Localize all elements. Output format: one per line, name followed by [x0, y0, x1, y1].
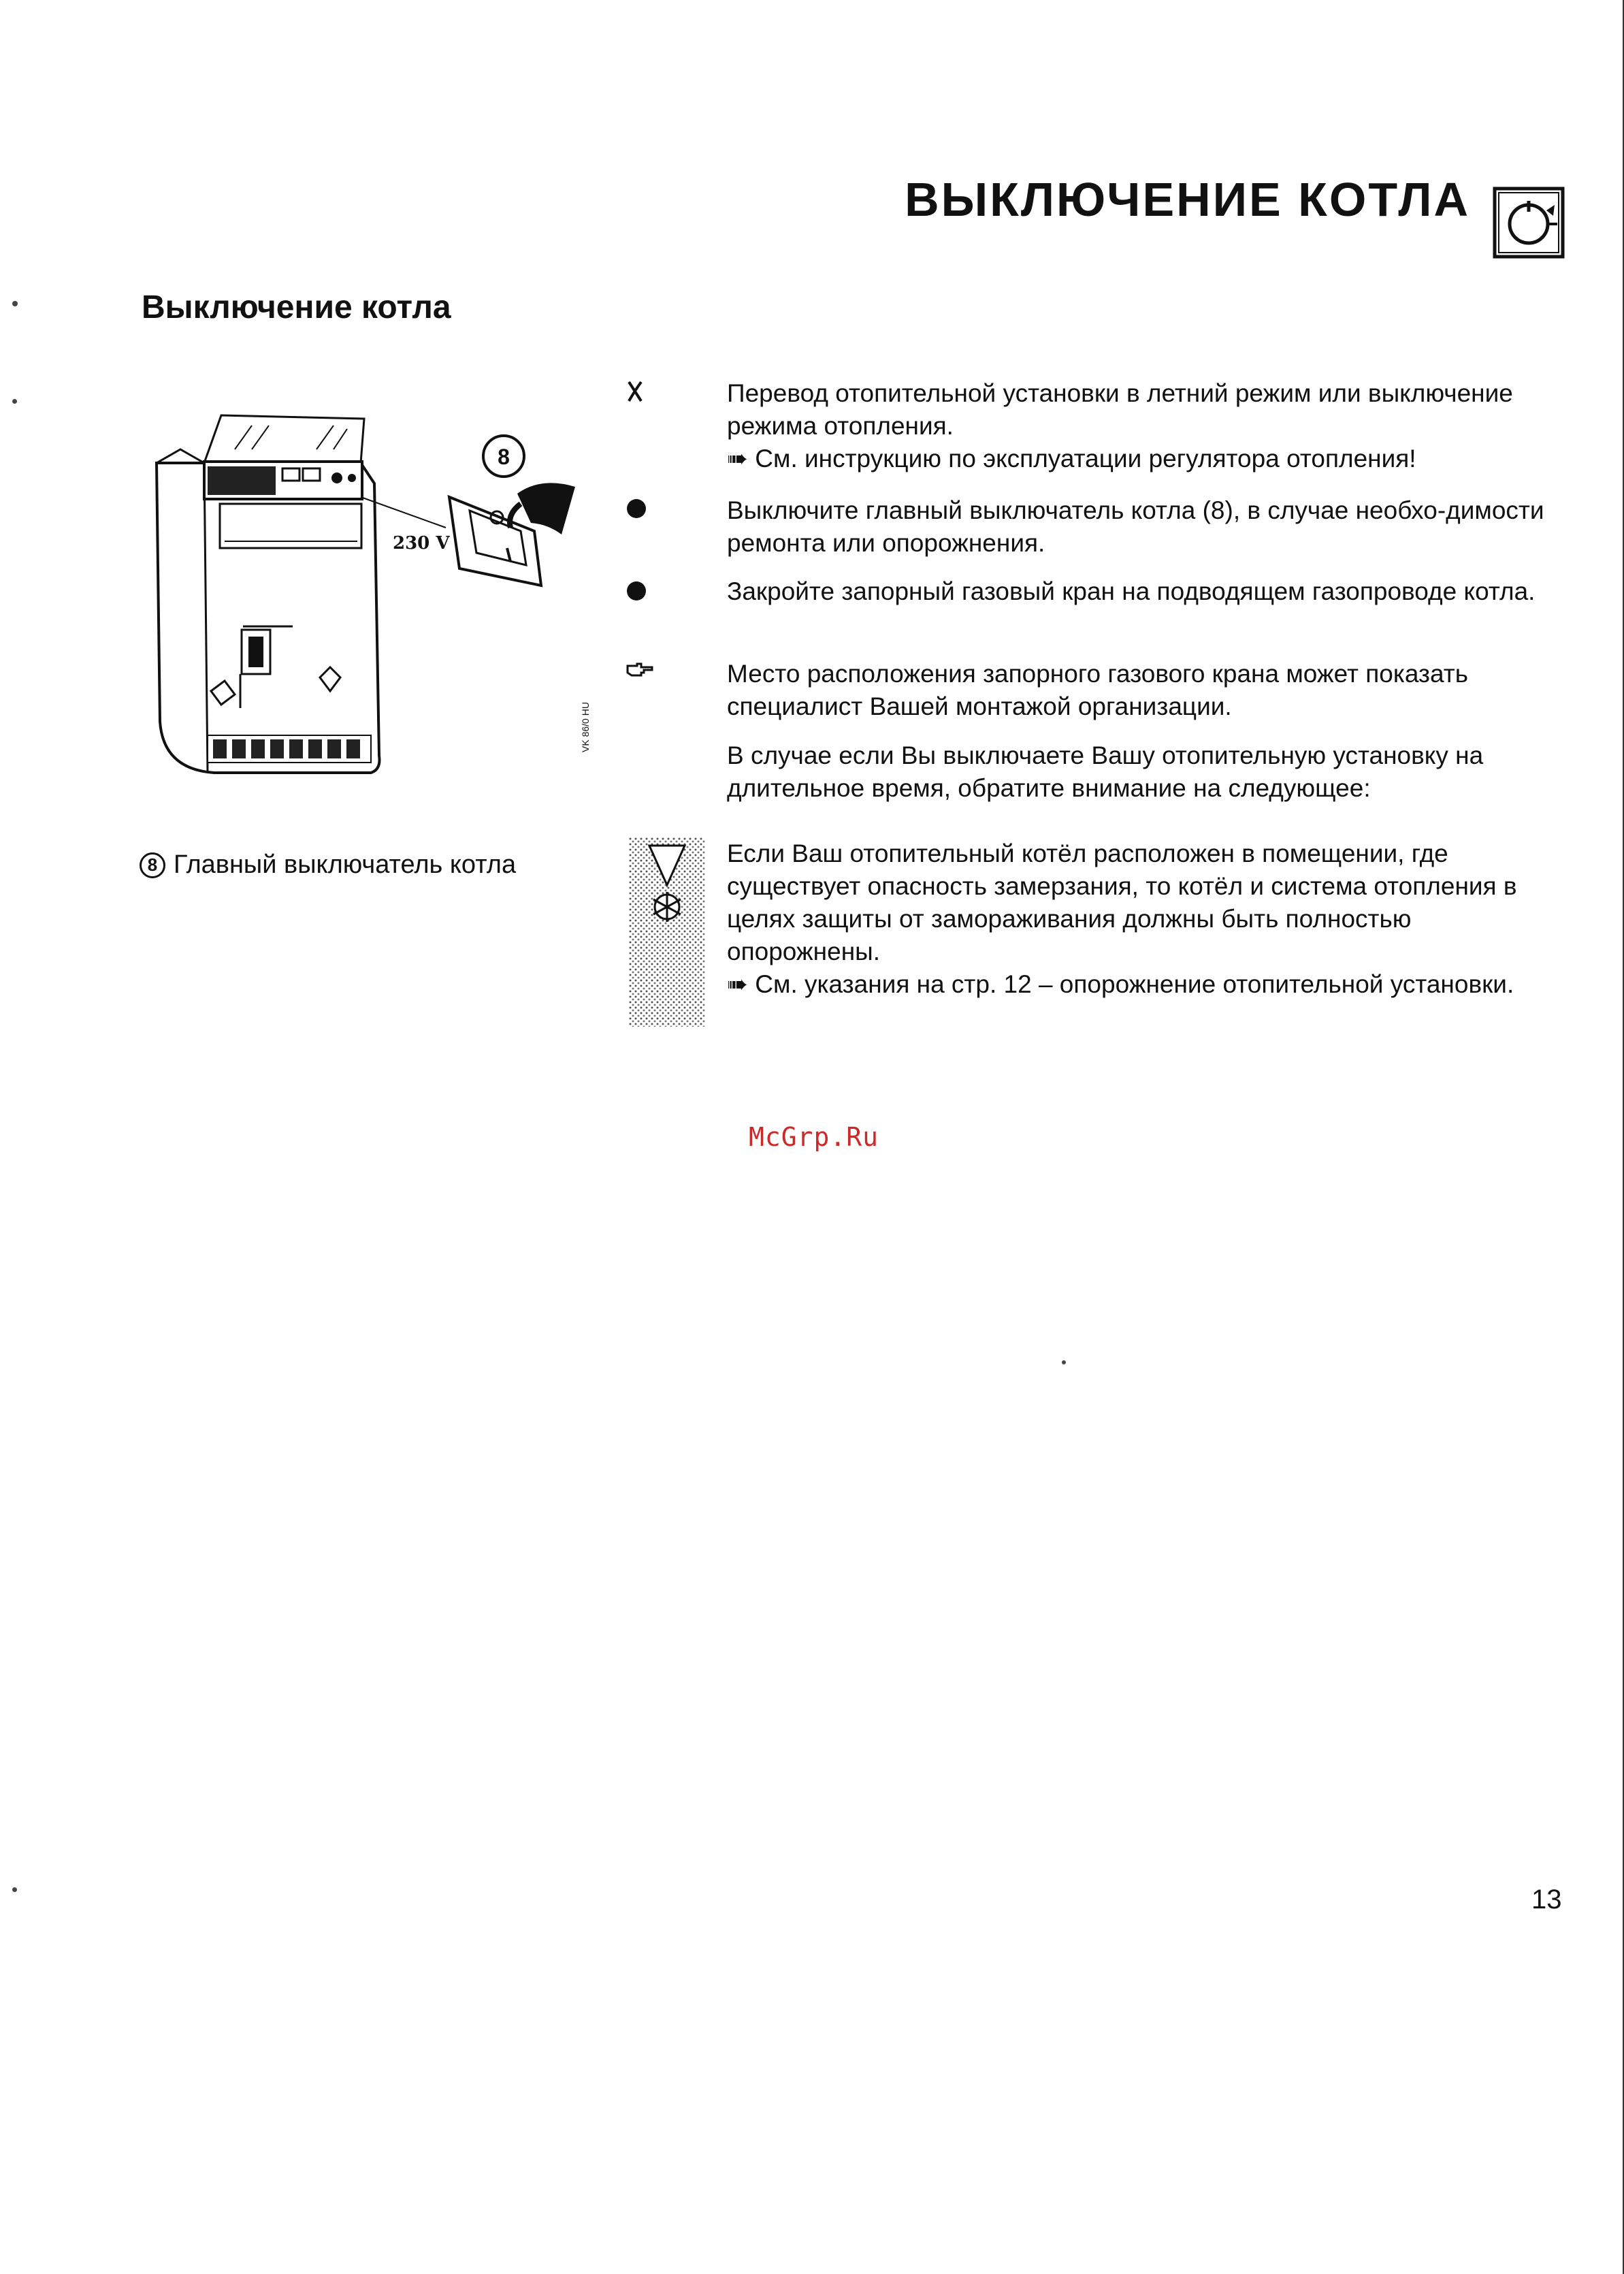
- paragraph-text: Место расположения запорного газового крана может показать специалист Вашей монтажой организации.: [727, 660, 1468, 720]
- boiler-dial-icon: [1492, 186, 1565, 259]
- bullet-icon: [625, 579, 648, 603]
- caption-number: 8: [140, 852, 165, 878]
- caption-text: Главный выключатель котла: [174, 850, 517, 879]
- section-title: Выключение котла: [142, 289, 451, 325]
- frost-warning-icon: [629, 837, 705, 1027]
- figure-caption: [140, 850, 516, 881]
- long-shutdown-intro: [727, 739, 1571, 805]
- callout-number: 8: [498, 445, 510, 469]
- page-title: ВЫКЛЮЧЕНИЕ КОТЛА: [905, 173, 1470, 226]
- figure-code: VK 86/0 HU: [580, 702, 591, 752]
- note-gas-valve-location: [727, 658, 1571, 723]
- frost-warning-paragraph: [727, 837, 1571, 1001]
- instruction-item-gas-valve: [727, 575, 1571, 608]
- paragraph-text: В случае если Вы выключаете Вашу отопительную установку на длительное время, обратите внимание на следующее:: [727, 741, 1484, 802]
- instruction-item-summer-mode: [727, 377, 1571, 475]
- reference-line: ➠ См. указания на стр. 12 – опорожнение отопительной установки.: [727, 968, 1571, 1001]
- watermark: McGrp.Ru: [749, 1122, 879, 1152]
- reference-line: ➠ См. инструкцию по эксплуатации регулятора отопления!: [727, 443, 1571, 475]
- cross-marker-icon: [625, 379, 645, 404]
- bullet-icon: [625, 497, 648, 520]
- scan-speck: [12, 301, 18, 306]
- scan-speck: [1062, 1360, 1066, 1364]
- voltage-label: 230 V: [393, 533, 450, 554]
- scan-speck: [12, 399, 17, 404]
- scan-speck: [12, 1887, 17, 1892]
- page-number: 13: [1531, 1885, 1562, 1915]
- pointing-hand-icon: [625, 662, 655, 679]
- paragraph-text: Если Ваш отопительный котёл расположен в помещении, где существует опасность замерзания, то котёл и система отопления в целях защиты от замораживания должны быть полностью опорожнены.: [727, 839, 1517, 965]
- paragraph-text: Выключите главный выключатель котла (8), в случае необхо-димости ремонта или опорожнения.: [727, 496, 1544, 557]
- instruction-item-main-switch: [727, 494, 1571, 560]
- paragraph-text: Перевод отопительной установки в летний режим или выключение режима отопления.: [727, 379, 1513, 440]
- boiler-illustration: [140, 402, 589, 783]
- paragraph-text: Закройте запорный газовый кран на подводящем газопроводе котла.: [727, 577, 1536, 605]
